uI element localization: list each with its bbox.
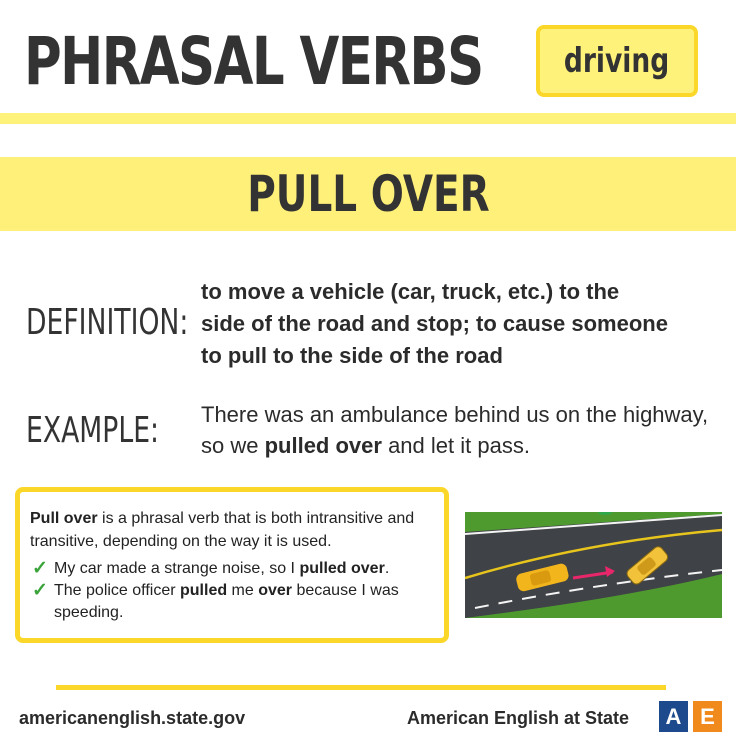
- usage-example-text: My car made a strange noise, so I: [54, 560, 300, 577]
- usage-example-intransitive: [30, 558, 434, 580]
- definition-line: to move a vehicle (car, truck, etc.) to the: [201, 279, 620, 304]
- example-label: EXAMPLE:: [26, 410, 160, 451]
- brand-name: American English at State: [407, 708, 630, 728]
- checkmark-icon: ✓: [32, 580, 48, 601]
- usage-example-bold: pulled: [180, 582, 228, 599]
- usage-example-bold: pulled over: [299, 560, 385, 577]
- definition-text: [201, 276, 731, 372]
- definition-label: DEFINITION:: [26, 302, 189, 343]
- usage-note-box: [15, 487, 449, 643]
- example-text-end: and let it pass.: [381, 433, 530, 458]
- usage-example-text: because I was speeding.: [54, 582, 399, 621]
- usage-example-text: The police officer: [54, 582, 180, 599]
- usage-note-intro: [30, 507, 434, 553]
- usage-example-transitive: [30, 580, 434, 624]
- usage-note-explanation: is a phrasal verb that is both intransitive and transitive, depending on the way it is used.: [30, 510, 415, 550]
- definition-line: to pull to the side of the road: [201, 343, 503, 368]
- usage-examples-list: [30, 558, 434, 624]
- page-title: PHRASAL VERBS: [24, 23, 483, 100]
- topic-badge: [536, 25, 698, 97]
- topic-badge-label: driving: [564, 41, 670, 81]
- top-divider: [0, 113, 736, 124]
- checkmark-icon: ✓: [32, 558, 48, 579]
- usage-example-text: .: [384, 560, 390, 577]
- logo-a-icon: A: [659, 701, 688, 732]
- website-link[interactable]: americanenglish.state.gov: [19, 708, 246, 728]
- example-phrasal-verb: pulled over: [264, 433, 382, 458]
- example-text-start: There was an ambulance behind us on the highway, so we: [201, 402, 709, 458]
- road-illustration: [465, 512, 722, 618]
- phrase-title: PULL OVER: [246, 165, 490, 223]
- logo-e-icon: E: [693, 701, 722, 732]
- usage-example-text: me: [227, 582, 259, 599]
- bottom-divider: [56, 685, 666, 690]
- usage-note-term: Pull over: [30, 510, 98, 527]
- phrase-banner: [0, 157, 736, 231]
- example-text: [201, 399, 731, 461]
- definition-line: side of the road and stop; to cause someone: [201, 311, 668, 336]
- usage-example-bold: over: [258, 582, 293, 599]
